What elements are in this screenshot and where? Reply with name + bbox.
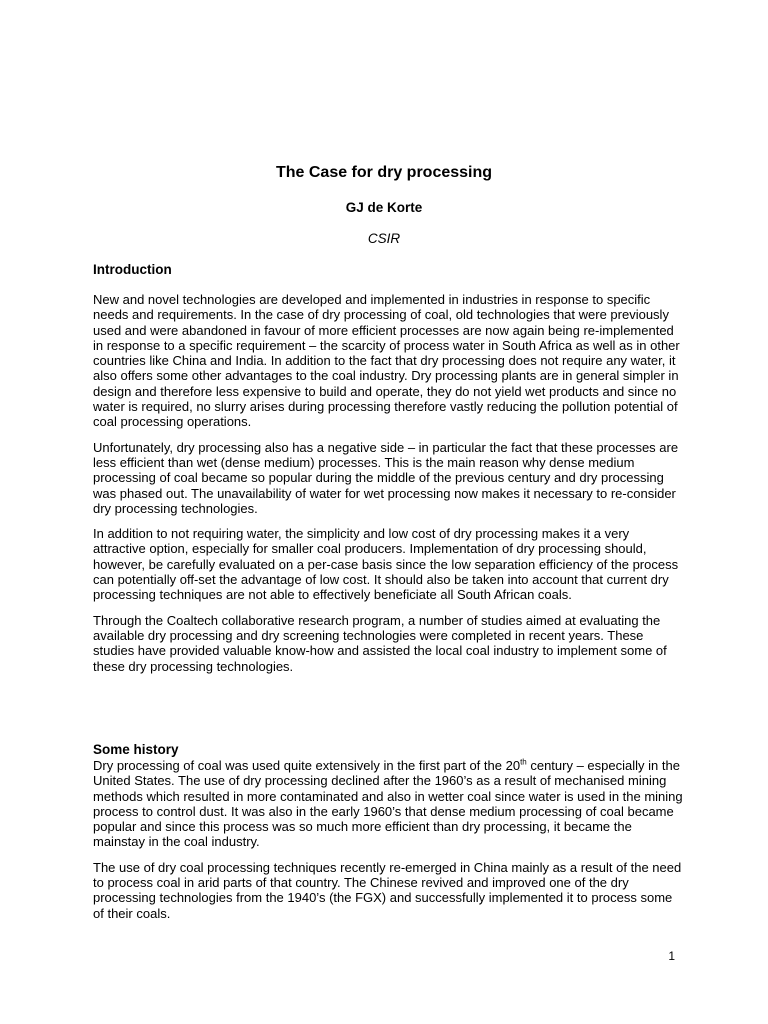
superscript: th	[520, 757, 527, 767]
section-introduction	[93, 261, 683, 684]
paragraph: Through the Coaltech collaborative research program, a number of studies aimed at evaluating the available dry processing and dry screening technologies were completed in recent years. These studies have provided valuable know-how and assisted the local coal industry to implement some of these dry processing technologies.	[93, 612, 667, 674]
paragraph: Unfortunately, dry processing also has a negative side – in particular the fact that these processes are less efficient than wet (dense medium) processes. This is the main reason why dense medium processing of coal became so popular during the middle of the previous century and dry processing was phased out. The unavailability of water for wet processing now makes it necessary to re-consider dry processing technologies.	[93, 439, 679, 516]
document-title: The Case for dry processing	[275, 164, 493, 181]
author-affiliation: CSIR	[367, 231, 401, 246]
author-name: GJ de Korte	[345, 200, 423, 215]
section-some-history	[93, 741, 683, 931]
paragraph	[93, 758, 683, 850]
page-number: 1	[668, 949, 675, 963]
paragraph: The use of dry coal processing techniques recently re-emerged in China mainly as a result of the need to process coal in arid parts of that country. The Chinese revived and improved one of the dry processing technologies from the 1940’s (the FGX) and successfully implemented it to process some of their coals.	[93, 859, 682, 921]
section-heading-some-history: Some history	[93, 742, 179, 757]
paragraph-text: century – especially in the United States. The use of dry processing declined after the 1960’s as a result of mechanised mining methods which resulted in more contaminated and also in wetter coal since water is used in the mining process to control dust. It was also in the early 1960’s that dense medium processing of coal became popular and since this process was so much more efficient than dry processing, it became the mainstay in the coal industry.	[93, 758, 683, 850]
paragraph-text: Dry processing of coal was used quite extensively in the first part of the 20	[93, 758, 521, 773]
paragraph: In addition to not requiring water, the simplicity and low cost of dry processing makes it a very attractive option, especially for smaller coal producers. Implementation of dry processing should, however, be carefully evaluated on a per-case basis since the low separation efficiency of the process can potentially off-set the advantage of low cost. It should also be taken into account that current dry processing techniques are not able to effectively beneficiate all South African coals.	[93, 526, 679, 603]
section-heading-introduction: Introduction	[93, 262, 172, 277]
paragraph: New and novel technologies are developed and implemented in industries in response to specific needs and requirements. In the case of dry processing of coal, old technologies that were previously used and were abandoned in favour of more efficient processes are now again being re-implemented in response to a specific requirement – the scarcity of process water in South Africa as well as in other countries like China and India. In addition to the fact that dry processing does not require any water, it also offers some other advantages to the coal industry. Dry processing plants are in general simpler in design and therefore less expensive to build and operate, they do not yield wet products and since no water is required, no slurry arises during processing therefore vastly reducing the pollution potential of coal processing operations.	[93, 292, 680, 430]
